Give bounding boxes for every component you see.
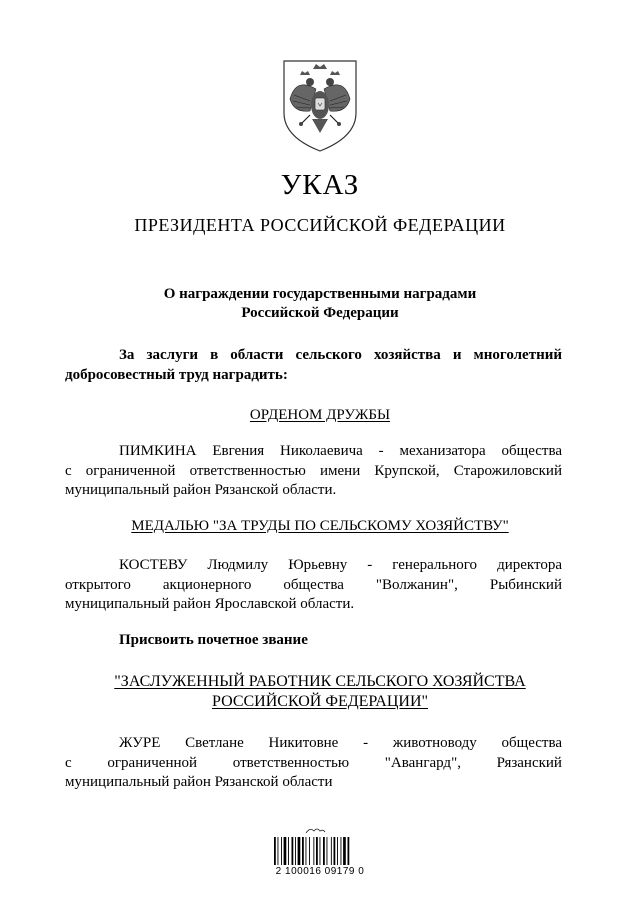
decree-subtitle: ПРЕЗИДЕНТА РОССИЙСКОЙ ФЕДЕРАЦИИ [134, 215, 506, 235]
barcode-bar [327, 837, 328, 865]
honorary-intro [65, 631, 562, 651]
award-heading [0, 405, 640, 425]
award-heading [0, 516, 640, 536]
barcode-bar [302, 837, 304, 865]
honorary-intro-text: Присвоить почетное звание [119, 632, 308, 648]
word: акционерного [162, 576, 252, 593]
barcode-bar [323, 837, 325, 865]
barcode-bar [274, 837, 276, 865]
barcode-bar [281, 837, 282, 865]
word: общества [283, 576, 344, 593]
award-line: муниципальный район Ярославской области. [65, 596, 355, 612]
barcode-bar [278, 837, 279, 865]
decree-title: УКАЗ [280, 169, 360, 201]
word: Рыбинский [489, 576, 562, 593]
subject-line: О награждении государственными наградами [163, 286, 477, 302]
barcode-bar [288, 837, 289, 865]
award-line: муниципальный район Рязанской области. [65, 482, 337, 498]
award-line: ПИМКИНА Евгения Николаевича - механизатора общества [119, 443, 562, 459]
barcode-bar [295, 837, 296, 865]
word: ЖУРЕ [119, 735, 161, 751]
honorary-line [65, 734, 562, 754]
barcode-bar [337, 837, 338, 865]
award-paragraph [65, 556, 562, 615]
intro-paragraph [65, 346, 562, 385]
word: "Волжанин", [375, 576, 458, 593]
award-heading-text: МЕДАЛЬЮ "ЗА ТРУДЫ ПО СЕЛЬСКОМУ ХОЗЯЙСТВУ" [131, 518, 509, 534]
barcode-bar [313, 837, 314, 865]
award-line [65, 576, 562, 596]
barcode-bar [341, 837, 342, 865]
honorary-line: муниципальный район Рязанской области [65, 774, 333, 790]
honorary-heading [0, 672, 640, 712]
word: Светлане [185, 735, 244, 751]
award-heading-text: ОРДЕНОМ ДРУЖБЫ [249, 407, 391, 423]
decree-subject [0, 285, 640, 323]
barcode-bar [298, 837, 301, 865]
intro-line: За заслуги в области сельского хозяйства и многолетний [119, 347, 562, 363]
word: ответственностью [232, 754, 350, 771]
award-paragraph [65, 442, 562, 501]
barcode-bar [343, 837, 346, 865]
word: ограниченной [107, 754, 198, 771]
barcode-bar [334, 837, 336, 865]
barcode-bar [348, 837, 350, 865]
barcode-bar [292, 837, 294, 865]
barcode-bar [331, 837, 332, 865]
word: животноводу [392, 735, 477, 751]
barcode-bar [306, 837, 307, 865]
honorary-line [65, 754, 562, 774]
honorary-heading-line: "ЗАСЛУЖЕННЫЙ РАБОТНИК СЕЛЬСКОГО ХОЗЯЙСТВА [114, 673, 526, 690]
honorary-paragraph [65, 734, 562, 793]
word: - [363, 735, 369, 751]
barcode-number: 2 100016 09179 0 [275, 866, 365, 877]
award-line: КОСТЕВУ Людмилу Юрьевну - генерального директора [119, 557, 562, 573]
word: Никитовне [268, 735, 339, 751]
barcode-bar [320, 837, 321, 865]
word: открытого [65, 576, 131, 593]
barcode-bar [309, 837, 310, 865]
barcode-bar [284, 837, 287, 865]
award-line: с ограниченной ответственностью имени Крупской, Старожиловский [65, 462, 562, 479]
subject-line: Российской Федерации [241, 305, 399, 321]
intro-line: добросовестный труд наградить: [65, 366, 288, 383]
honorary-heading-line: РОССИЙСКОЙ ФЕДЕРАЦИИ" [211, 693, 429, 710]
word: общества [501, 735, 562, 751]
coat-of-arms-icon [276, 55, 364, 155]
word: Рязанский [496, 754, 562, 771]
word: с [65, 754, 72, 771]
barcode-bar [316, 837, 318, 865]
word: "Авангард", [384, 754, 461, 771]
